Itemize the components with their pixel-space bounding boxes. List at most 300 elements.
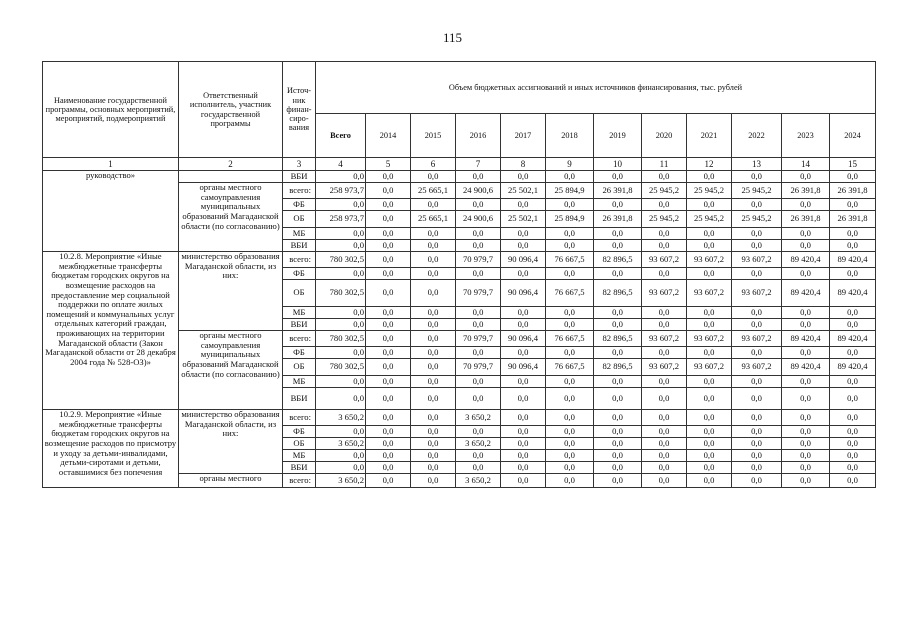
year-value: 70 979,7 [456,331,501,347]
year-value: 93 607,2 [732,331,782,347]
year-value: 89 420,4 [782,331,830,347]
year-value: 0,0 [732,438,782,450]
year-value: 0,0 [642,347,687,359]
year-value: 0,0 [366,450,411,462]
year-value: 0,0 [782,319,830,331]
year-value: 93 607,2 [642,331,687,347]
year-value: 0,0 [687,388,732,410]
year-value: 0,0 [830,450,876,462]
year-value: 0,0 [366,474,411,488]
year-value: 0,0 [411,268,456,280]
year-value: 0,0 [456,307,501,319]
year-value: 0,0 [501,450,546,462]
year-value: 76 667,5 [546,359,594,376]
header-total: Всего [316,114,366,158]
year-value: 0,0 [546,474,594,488]
year-value: 25 665,1 [411,183,456,199]
year-value: 89 420,4 [830,331,876,347]
funding-source: ОБ [283,280,316,307]
year-value: 0,0 [546,228,594,240]
year-value: 0,0 [782,376,830,388]
year-value: 0,0 [366,331,411,347]
year-value: 0,0 [782,240,830,252]
year-value: 0,0 [830,319,876,331]
year-value: 0,0 [411,474,456,488]
header-year: 2022 [732,114,782,158]
executor-name: министерство образования Магаданской области, из них: [179,410,283,474]
year-value: 0,0 [782,410,830,426]
column-number: 13 [732,158,782,171]
year-value: 93 607,2 [642,280,687,307]
year-value: 0,0 [366,280,411,307]
year-value: 0,0 [456,228,501,240]
total-value: 780 302,5 [316,280,366,307]
year-value: 0,0 [366,347,411,359]
year-value: 89 420,4 [830,359,876,376]
year-value: 0,0 [594,426,642,438]
year-value: 0,0 [456,376,501,388]
header-year: 2020 [642,114,687,158]
year-value: 25 945,2 [687,211,732,228]
year-value: 0,0 [687,462,732,474]
year-value: 0,0 [782,438,830,450]
header-year: 2024 [830,114,876,158]
funding-source: МБ [283,450,316,462]
column-number: 14 [782,158,830,171]
header-year: 2017 [501,114,546,158]
total-value: 780 302,5 [316,252,366,268]
year-value: 0,0 [411,450,456,462]
year-value: 0,0 [782,307,830,319]
year-value: 0,0 [782,347,830,359]
year-value: 0,0 [366,228,411,240]
year-value: 0,0 [594,319,642,331]
year-value: 0,0 [546,240,594,252]
year-value: 0,0 [830,376,876,388]
column-number: 4 [316,158,366,171]
year-value: 0,0 [594,376,642,388]
year-value: 0,0 [830,474,876,488]
year-value: 0,0 [642,240,687,252]
year-value: 25 945,2 [732,183,782,199]
year-value: 0,0 [687,268,732,280]
year-value: 25 945,2 [687,183,732,199]
year-value: 0,0 [782,462,830,474]
year-value: 0,0 [732,319,782,331]
funding-source: всего: [283,183,316,199]
year-value: 0,0 [411,438,456,450]
year-value: 26 391,8 [594,211,642,228]
header-year: 2016 [456,114,501,158]
year-value: 0,0 [732,307,782,319]
year-value: 0,0 [456,450,501,462]
year-value: 25 502,1 [501,183,546,199]
funding-source: ОБ [283,211,316,228]
year-value: 0,0 [594,347,642,359]
year-value: 0,0 [594,171,642,183]
year-value: 25 665,1 [411,211,456,228]
year-value: 0,0 [830,438,876,450]
year-value: 93 607,2 [687,359,732,376]
year-value: 26 391,8 [782,183,830,199]
year-value: 0,0 [830,462,876,474]
year-value: 0,0 [366,359,411,376]
column-number: 7 [456,158,501,171]
year-value: 0,0 [830,240,876,252]
year-value: 90 096,4 [501,359,546,376]
year-value: 0,0 [411,331,456,347]
year-value: 0,0 [546,347,594,359]
funding-source: ОБ [283,438,316,450]
year-value: 0,0 [366,319,411,331]
year-value: 25 945,2 [642,183,687,199]
year-value: 93 607,2 [687,280,732,307]
funding-source: ВБИ [283,388,316,410]
total-value: 0,0 [316,426,366,438]
year-value: 0,0 [456,462,501,474]
funding-source: МБ [283,307,316,319]
year-value: 0,0 [830,426,876,438]
year-value: 0,0 [594,450,642,462]
year-value: 0,0 [594,388,642,410]
table-row [43,171,876,183]
measure-name: 10.2.8. Мероприятие «Иные межбюджетные трансферты бюджетам городских округов на возмещение расходов на предоставление мер социальной поддержки по оплате жилых помещений и коммунальных услуг отдельных категорий граждан, проживающих на территории Магаданской области (Закон Магаданской области от 28 декабря 2004 года № 528-ОЗ)» [43,252,179,410]
year-value: 0,0 [366,388,411,410]
executor-name: министерство образования Магаданской области, из них: [179,252,283,331]
year-value: 0,0 [732,410,782,426]
year-value: 0,0 [642,388,687,410]
year-value: 24 900,6 [456,183,501,199]
year-value: 93 607,2 [732,359,782,376]
year-value: 0,0 [411,228,456,240]
year-value: 0,0 [642,319,687,331]
year-value: 0,0 [411,388,456,410]
year-value: 0,0 [366,199,411,211]
year-value: 0,0 [732,199,782,211]
year-value: 0,0 [456,171,501,183]
year-value: 0,0 [782,450,830,462]
year-value: 0,0 [546,319,594,331]
executor-name: органы местного самоуправления муниципальных образований Магаданской области (по согласованию) [179,331,283,410]
year-value: 0,0 [642,474,687,488]
year-value: 0,0 [732,171,782,183]
year-value: 0,0 [782,171,830,183]
year-value: 0,0 [687,410,732,426]
column-number: 1 [43,158,179,171]
year-value: 0,0 [546,307,594,319]
year-value: 0,0 [687,426,732,438]
year-value: 0,0 [687,474,732,488]
year-value: 0,0 [546,388,594,410]
year-value: 0,0 [642,438,687,450]
year-value: 93 607,2 [687,252,732,268]
year-value: 0,0 [642,171,687,183]
total-value: 0,0 [316,450,366,462]
header-executor: Ответственный исполнитель, участник государственной программы [179,62,283,158]
year-value: 0,0 [501,426,546,438]
executor-name: органы местного [179,474,283,488]
year-value: 0,0 [411,426,456,438]
year-value: 0,0 [782,474,830,488]
year-value: 0,0 [501,307,546,319]
year-value: 0,0 [501,474,546,488]
year-value: 0,0 [366,171,411,183]
year-value: 93 607,2 [642,359,687,376]
funding-source: ФБ [283,268,316,280]
year-value: 0,0 [594,462,642,474]
year-value: 70 979,7 [456,280,501,307]
year-value: 0,0 [366,307,411,319]
year-value: 0,0 [411,410,456,426]
year-value: 0,0 [687,319,732,331]
year-value: 0,0 [501,376,546,388]
year-value: 0,0 [732,450,782,462]
year-value: 0,0 [501,268,546,280]
year-value: 0,0 [642,307,687,319]
header-year: 2019 [594,114,642,158]
year-value: 0,0 [501,438,546,450]
year-value: 0,0 [782,199,830,211]
year-value: 0,0 [642,228,687,240]
year-value: 0,0 [687,347,732,359]
column-number: 2 [179,158,283,171]
year-value: 0,0 [366,211,411,228]
total-value: 0,0 [316,199,366,211]
year-value: 93 607,2 [732,252,782,268]
year-value: 90 096,4 [501,280,546,307]
column-number: 10 [594,158,642,171]
year-value: 0,0 [456,319,501,331]
year-value: 0,0 [456,426,501,438]
year-value: 0,0 [782,426,830,438]
year-value: 0,0 [456,199,501,211]
year-value: 70 979,7 [456,252,501,268]
year-value: 0,0 [642,376,687,388]
year-value: 3 650,2 [456,410,501,426]
year-value: 90 096,4 [501,252,546,268]
executor-name: органы местного самоуправления муниципальных образований Магаданской области (по согласованию) [179,183,283,252]
year-value: 26 391,8 [830,183,876,199]
year-value: 0,0 [501,462,546,474]
year-value: 0,0 [732,426,782,438]
year-value: 26 391,8 [594,183,642,199]
year-value: 76 667,5 [546,280,594,307]
year-value: 0,0 [366,268,411,280]
year-value: 0,0 [830,307,876,319]
total-value: 3 650,2 [316,474,366,488]
year-value: 82 896,5 [594,359,642,376]
funding-source: всего: [283,331,316,347]
year-value: 0,0 [642,450,687,462]
funding-source: ФБ [283,199,316,211]
year-value: 0,0 [411,280,456,307]
executor-name [179,171,283,183]
total-value: 0,0 [316,462,366,474]
year-value: 0,0 [546,462,594,474]
column-number: 8 [501,158,546,171]
header-source: Источ-ник финан-сиро-вания [283,62,316,158]
year-value: 0,0 [732,376,782,388]
year-value: 0,0 [642,410,687,426]
year-value: 0,0 [594,228,642,240]
year-value: 0,0 [594,199,642,211]
year-value: 0,0 [366,462,411,474]
year-value: 0,0 [642,426,687,438]
year-value: 3 650,2 [456,474,501,488]
year-value: 0,0 [687,240,732,252]
year-value: 89 420,4 [830,252,876,268]
year-value: 0,0 [411,252,456,268]
header-year: 2023 [782,114,830,158]
year-value: 0,0 [546,199,594,211]
year-value: 0,0 [687,376,732,388]
year-value: 0,0 [501,319,546,331]
year-value: 0,0 [594,474,642,488]
funding-source: всего: [283,474,316,488]
total-value: 0,0 [316,171,366,183]
year-value: 0,0 [411,376,456,388]
funding-source: ВБИ [283,171,316,183]
year-value: 0,0 [732,240,782,252]
year-value: 89 420,4 [782,280,830,307]
year-value: 0,0 [830,268,876,280]
total-value: 0,0 [316,376,366,388]
year-value: 0,0 [366,252,411,268]
year-value: 26 391,8 [782,211,830,228]
year-value: 0,0 [411,171,456,183]
year-value: 0,0 [830,388,876,410]
total-value: 780 302,5 [316,331,366,347]
year-value: 0,0 [687,438,732,450]
year-value: 76 667,5 [546,331,594,347]
year-value: 0,0 [830,410,876,426]
column-number: 6 [411,158,456,171]
funding-source: МБ [283,376,316,388]
year-value: 70 979,7 [456,359,501,376]
year-value: 0,0 [830,199,876,211]
year-value: 0,0 [366,410,411,426]
year-value: 89 420,4 [830,280,876,307]
year-value: 82 896,5 [594,252,642,268]
funding-source: всего: [283,410,316,426]
year-value: 0,0 [732,347,782,359]
year-value: 0,0 [366,376,411,388]
year-value: 25 945,2 [642,211,687,228]
year-value: 3 650,2 [456,438,501,450]
year-value: 25 945,2 [732,211,782,228]
year-value: 82 896,5 [594,280,642,307]
year-value: 0,0 [501,388,546,410]
total-value: 0,0 [316,240,366,252]
year-value: 0,0 [366,240,411,252]
year-value: 25 894,9 [546,183,594,199]
year-value: 0,0 [732,268,782,280]
year-value: 0,0 [411,462,456,474]
funding-source: ОБ [283,359,316,376]
column-number: 5 [366,158,411,171]
year-value: 0,0 [594,410,642,426]
year-value: 0,0 [546,376,594,388]
year-value: 26 391,8 [830,211,876,228]
year-value: 0,0 [642,462,687,474]
year-value: 0,0 [687,307,732,319]
year-value: 0,0 [501,240,546,252]
year-value: 0,0 [830,228,876,240]
funding-source: ФБ [283,426,316,438]
column-number: 12 [687,158,732,171]
year-value: 0,0 [411,240,456,252]
year-value: 0,0 [546,438,594,450]
year-value: 90 096,4 [501,331,546,347]
header-year: 2014 [366,114,411,158]
year-value: 0,0 [687,450,732,462]
year-value: 0,0 [594,307,642,319]
header-year: 2018 [546,114,594,158]
funding-source: ВБИ [283,319,316,331]
column-number: 11 [642,158,687,171]
funding-source: ВБИ [283,240,316,252]
year-value: 89 420,4 [782,359,830,376]
year-value: 0,0 [732,462,782,474]
funding-source: ВБИ [283,462,316,474]
year-value: 0,0 [501,171,546,183]
header-year: 2015 [411,114,456,158]
year-value: 0,0 [594,438,642,450]
year-value: 0,0 [687,228,732,240]
total-value: 0,0 [316,347,366,359]
year-value: 0,0 [501,410,546,426]
year-value: 0,0 [501,228,546,240]
measure-name: руководство» [43,171,179,252]
year-value: 0,0 [366,426,411,438]
budget-allocation-table [42,61,876,488]
year-value: 93 607,2 [687,331,732,347]
year-value: 0,0 [732,228,782,240]
total-value: 0,0 [316,268,366,280]
year-value: 0,0 [782,268,830,280]
year-value: 93 607,2 [642,252,687,268]
year-value: 93 607,2 [732,280,782,307]
year-value: 0,0 [456,388,501,410]
year-value: 25 894,9 [546,211,594,228]
year-value: 0,0 [642,199,687,211]
funding-source: ФБ [283,347,316,359]
year-value: 24 900,6 [456,211,501,228]
year-value: 0,0 [687,199,732,211]
year-value: 0,0 [687,171,732,183]
page-number: 115 [442,30,463,45]
total-value: 0,0 [316,388,366,410]
year-value: 0,0 [642,268,687,280]
funding-source: МБ [283,228,316,240]
total-value: 780 302,5 [316,359,366,376]
year-value: 0,0 [366,183,411,199]
funding-source: всего: [283,252,316,268]
total-value: 0,0 [316,228,366,240]
year-value: 0,0 [411,319,456,331]
total-value: 3 650,2 [316,410,366,426]
header-volume: Объем бюджетных ассигнований и иных источников финансирования, тыс. рублей [316,62,876,114]
year-value: 0,0 [732,474,782,488]
column-number: 15 [830,158,876,171]
year-value: 0,0 [594,268,642,280]
measure-name: 10.2.9. Мероприятие «Иные межбюджетные трансферты бюджетам городских округов на возмещение расходов по присмотру и уходу за детьми-инвалидами, детьми-сиротами и детьми, оставшимися без попечения [43,410,179,488]
year-value: 0,0 [411,359,456,376]
year-value: 0,0 [546,450,594,462]
year-value: 0,0 [830,171,876,183]
year-value: 82 896,5 [594,331,642,347]
year-value: 0,0 [411,307,456,319]
